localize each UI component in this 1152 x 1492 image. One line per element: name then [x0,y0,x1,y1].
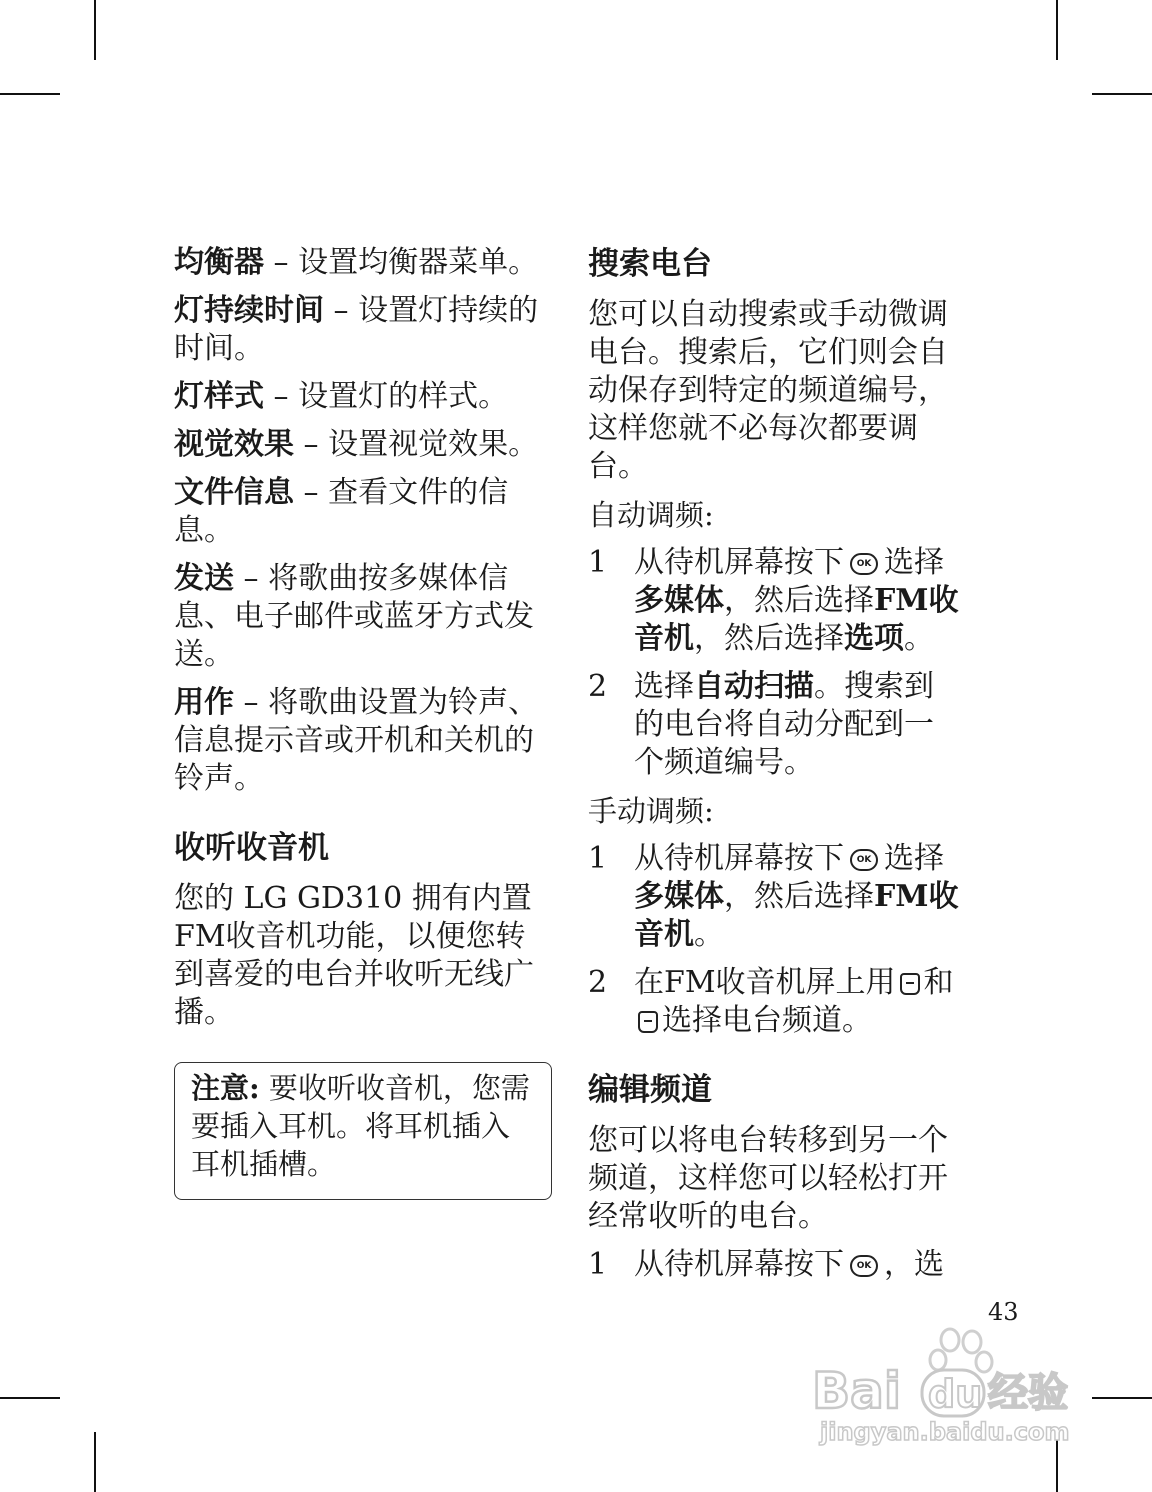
menu-item-file-info [174,474,552,550]
search-heading: 搜索电台 [588,246,712,282]
description: – 设置视觉效果。 [294,427,539,462]
step-number: 1 [588,1247,608,1282]
edit-channel-paragraph: 您可以将电台转移到另一个频道，这样您可以轻松打开经常收听的电台。 [588,1123,948,1234]
note-label: 注意: [191,1071,260,1105]
manual-step-1 [588,840,963,954]
menu-item-use-as [174,684,552,798]
svg-text:Bai: Bai [812,1362,901,1420]
step-bold: 自动扫描 [694,669,814,704]
description: – 查看文件的信息。 [174,475,509,548]
manual-step-2 [588,964,963,1040]
step-number: 2 [588,965,608,1000]
radio-paragraph: 您的 LG GD310 拥有内置FM收音机功能，以便您转到喜爱的电台并收听无线广播。 [174,881,534,1030]
step-text: ，然后选择 [724,583,874,618]
svg-text:经验: 经验 [988,1370,1068,1416]
term: 发送 [174,561,234,596]
step-text: 。 [904,621,934,656]
edit-channel-heading: 编辑频道 [588,1072,712,1108]
menu-item-light-duration [174,292,552,368]
step-text: 从待机屏幕按下 [634,841,844,876]
step-text: 选择 [884,841,944,876]
step-text: ，选 [884,1247,944,1282]
auto-tune-label: 自动调频: [588,498,714,532]
radio-heading: 收听收音机 [174,830,329,866]
step-text: 在FM收音机屏上用 [634,965,896,1000]
description: – 设置均衡器菜单。 [264,245,539,280]
description: – 将歌曲设置为铃声、信息提示音或开机和关机的铃声。 [174,685,539,796]
edit-step-1 [588,1246,963,1284]
menu-item-light-style [174,378,552,416]
page-number: 43 [988,1298,1019,1326]
crop-mark [94,0,96,60]
auto-step-1 [588,544,963,658]
menu-item-equalizer [174,244,552,282]
term: 灯持续时间 [174,293,324,328]
note-box [174,1062,552,1200]
step-bold: 多媒体 [634,879,724,914]
crop-mark [94,1432,96,1492]
menu-item-send [174,560,552,674]
step-text: 。搜索到的电台将自动分配到一个频道编号。 [634,669,934,780]
menu-item-visual-effect [174,426,552,464]
step-text: ，然后选择 [694,621,844,656]
step-text: 从待机屏幕按下 [634,545,844,580]
step-number: 1 [588,545,608,580]
term: 视觉效果 [174,427,294,462]
step-bold: FM收音机 [634,583,959,656]
step-text: ，然后选择 [724,879,874,914]
step-bold: 多媒体 [634,583,724,618]
step-text: 选择 [884,545,944,580]
ok-key-icon: OK [850,849,878,871]
term: 用作 [174,685,234,720]
step-bold: 选项 [844,621,904,656]
left-column [174,244,552,1042]
right-column [588,244,963,1294]
crop-mark [1092,93,1152,95]
auto-step-2 [588,668,963,782]
ok-key-icon: OK [850,553,878,575]
ok-key-icon: OK [850,1255,878,1277]
step-text: 选择电台频道。 [662,1003,872,1038]
step-number: 2 [588,669,608,704]
crop-mark [0,93,60,95]
step-number: 1 [588,841,608,876]
description: – 设置灯持续的时间。 [174,293,539,366]
left-soft-key-icon [900,973,920,995]
svg-text:jingyan.baidu.com: jingyan.baidu.com [820,1418,1070,1446]
term: 灯样式 [174,379,264,414]
search-paragraph: 您可以自动搜索或手动微调电台。搜索后，它们则会自动保存到特定的频道编号，这样您就不必每次都要调台。 [588,297,948,484]
term: 文件信息 [174,475,294,510]
crop-mark [1092,1397,1152,1399]
term: 均衡器 [174,245,264,280]
baidu-jingyan-watermark [810,1320,1090,1450]
step-text: 从待机屏幕按下 [634,1247,844,1282]
right-soft-key-icon [638,1011,658,1033]
step-bold: FM收音机 [634,879,959,952]
manual-tune-label: 手动调频: [588,794,714,828]
step-text: 。 [694,917,724,952]
description: – 设置灯的样式。 [264,379,509,414]
description: – 将歌曲按多媒体信息、电子邮件或蓝牙方式发送。 [174,561,534,672]
crop-mark [1056,0,1058,60]
step-text: 选择 [634,669,694,704]
crop-mark [0,1397,60,1399]
note-text: 要收听收音机，您需要插入耳机。将耳机插入耳机插槽。 [191,1071,530,1181]
step-text: 和 [923,965,954,1000]
svg-text:du: du [928,1372,983,1416]
